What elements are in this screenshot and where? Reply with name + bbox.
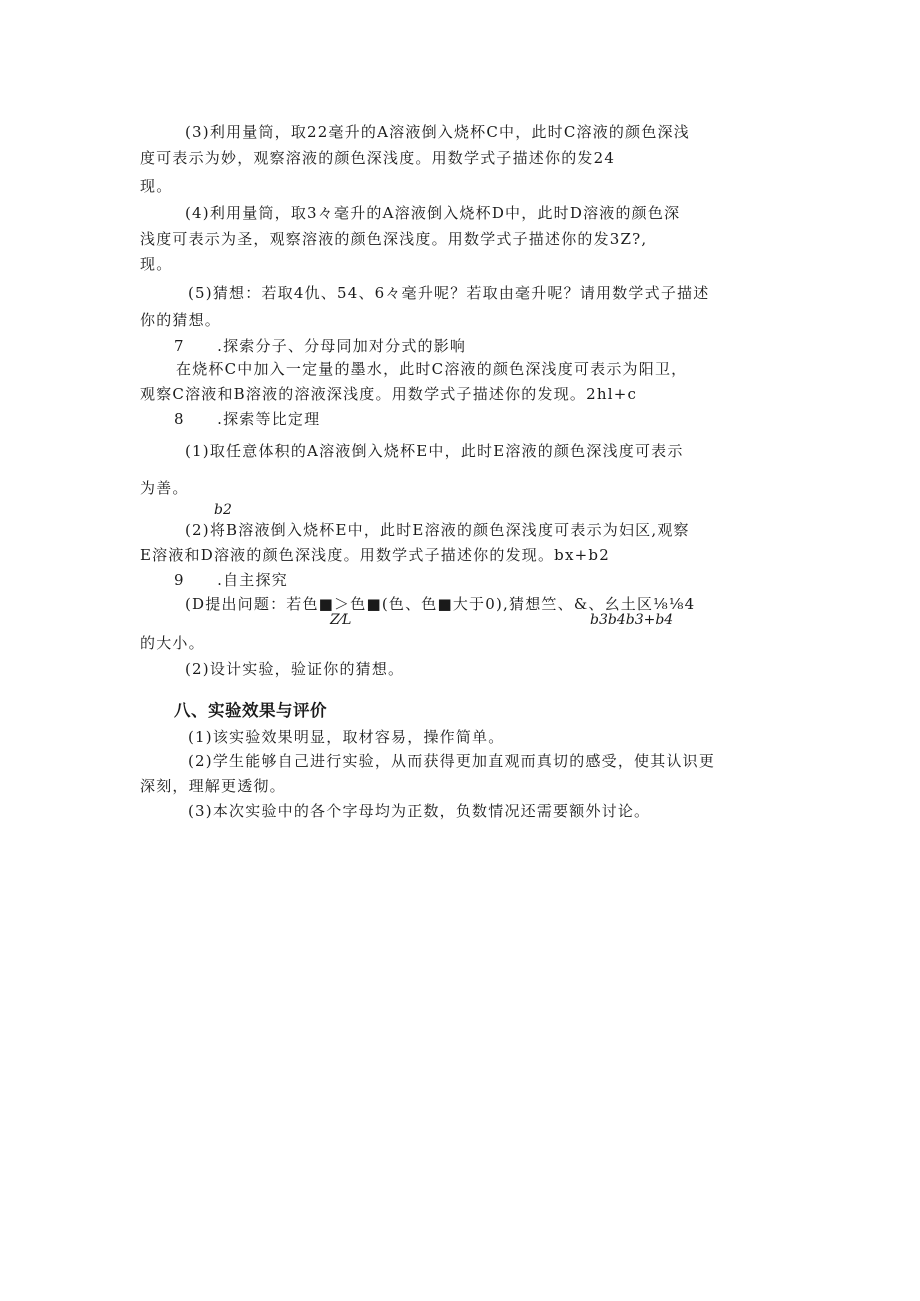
text-line: 观察C溶液和B溶液的溶液深浅度。用数学式子描述你的发现。2hl+c — [140, 385, 638, 403]
text-line: (3)利用量筒，取22毫升的A溶液倒入烧杯C中，此时C溶液的颜色深浅 — [185, 123, 690, 141]
text-line: 度可表示为妙，观察溶液的颜色深浅度。用数学式子描述你的发24 — [140, 149, 616, 167]
text-line: (2)学生能够自己进行实验，从而获得更加直观而真切的感受，使其认识更 — [188, 752, 716, 770]
text-line: (1)取任意体积的A溶液倒入烧杯E中，此时E溶液的颜色深浅度可表示 — [185, 442, 684, 460]
formula-fragment: Z⁄L — [330, 612, 352, 628]
text-line: (3)本次实验中的各个字母均为正数，负数情况还需要额外讨论。 — [188, 802, 651, 820]
text-line: (2)将B溶液倒入烧杯E中，此时E溶液的颜色深浅度可表示为妇区,观察 — [185, 521, 690, 539]
text-line: (5)猜想：若取4仇、54、6々毫升呢？若取由毫升呢？请用数学式子描述 — [188, 284, 710, 302]
text-line: (4)利用量筒，取3々毫升的A溶液倒入烧杯D中，此时D溶液的颜色深 — [185, 204, 681, 222]
section-heading-7: 7 .探索分子、分母同加对分式的影响 — [174, 337, 467, 355]
formula-fragment: b3b4b3+b4 — [590, 612, 674, 628]
text-line: 在烧杯C中加入一定量的墨水，此时C溶液的颜色深浅度可表示为阳卫， — [176, 360, 688, 378]
text-line: (2)设计实验，验证你的猜想。 — [185, 660, 405, 678]
formula-fragment: b2 — [214, 502, 232, 518]
section-heading-8-evaluation: 八、实验效果与评价 — [174, 701, 327, 720]
text-line: 浅度可表示为圣，观察溶液的颜色深浅度。用数学式子描述你的发3Z?, — [140, 230, 648, 248]
text-line: (1)该实验效果明显，取材容易，操作简单。 — [188, 728, 505, 746]
text-line: 你的猜想。 — [140, 311, 222, 329]
text-line: 为善。 — [140, 479, 189, 497]
section-heading-8: 8 .探索等比定理 — [174, 410, 321, 428]
text-line: 现。 — [140, 177, 173, 195]
text-line: 现。 — [140, 255, 173, 273]
text-line: (D提出问题：若色■＞色■(色、色■大于0),猜想竺、&、幺土区⅛⅛4 — [185, 595, 696, 613]
text-line: E溶液和D溶液的颜色深浅度。用数学式子描述你的发现。bx+b2 — [140, 546, 610, 564]
text-line: 的大小。 — [140, 634, 205, 652]
text-line: 深刻，理解更透彻。 — [140, 777, 286, 795]
section-heading-9: 9 .自主探究 — [174, 571, 288, 589]
